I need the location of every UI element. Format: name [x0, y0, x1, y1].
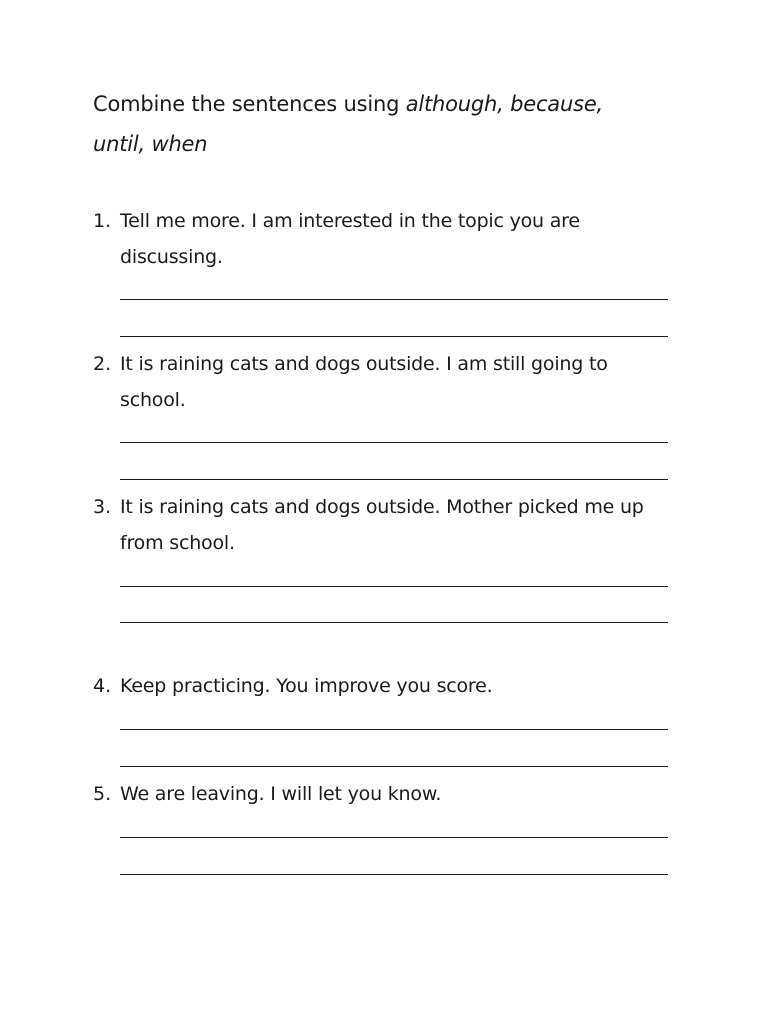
exercise-number: 3.: [93, 496, 112, 518]
exercise-sentence: We are leaving. I will let you know.: [120, 783, 442, 805]
instruction-prefix: Combine the sentences using: [93, 92, 406, 116]
exercise-sentence: It is raining cats and dogs outside. I am still going to school.: [120, 353, 608, 411]
exercise-sentence: It is raining cats and dogs outside. Mother picked me up from school.: [120, 496, 644, 554]
answer-line[interactable]: [120, 442, 668, 443]
exercise-number: 4.: [93, 675, 112, 697]
answer-line[interactable]: [120, 729, 668, 730]
exercise-number: 1.: [93, 210, 112, 232]
conjunction-list-part-2: until, when: [93, 132, 208, 156]
answer-line[interactable]: [120, 479, 668, 480]
worksheet-instruction: [93, 84, 693, 164]
answer-line[interactable]: [120, 299, 668, 300]
exercise-number: 5.: [93, 783, 112, 805]
answer-line[interactable]: [120, 586, 668, 587]
answer-line[interactable]: [120, 837, 668, 838]
exercise-number: 2.: [93, 353, 112, 375]
conjunction-list-part-1: although, because,: [405, 92, 604, 116]
exercise-sentence: Tell me more. I am interested in the topic you are discussing.: [120, 210, 580, 268]
answer-line[interactable]: [120, 336, 668, 337]
answer-line[interactable]: [120, 766, 668, 767]
answer-line[interactable]: [120, 622, 668, 623]
exercise-sentence: Keep practicing. You improve you score.: [120, 675, 493, 697]
answer-line[interactable]: [120, 874, 668, 875]
